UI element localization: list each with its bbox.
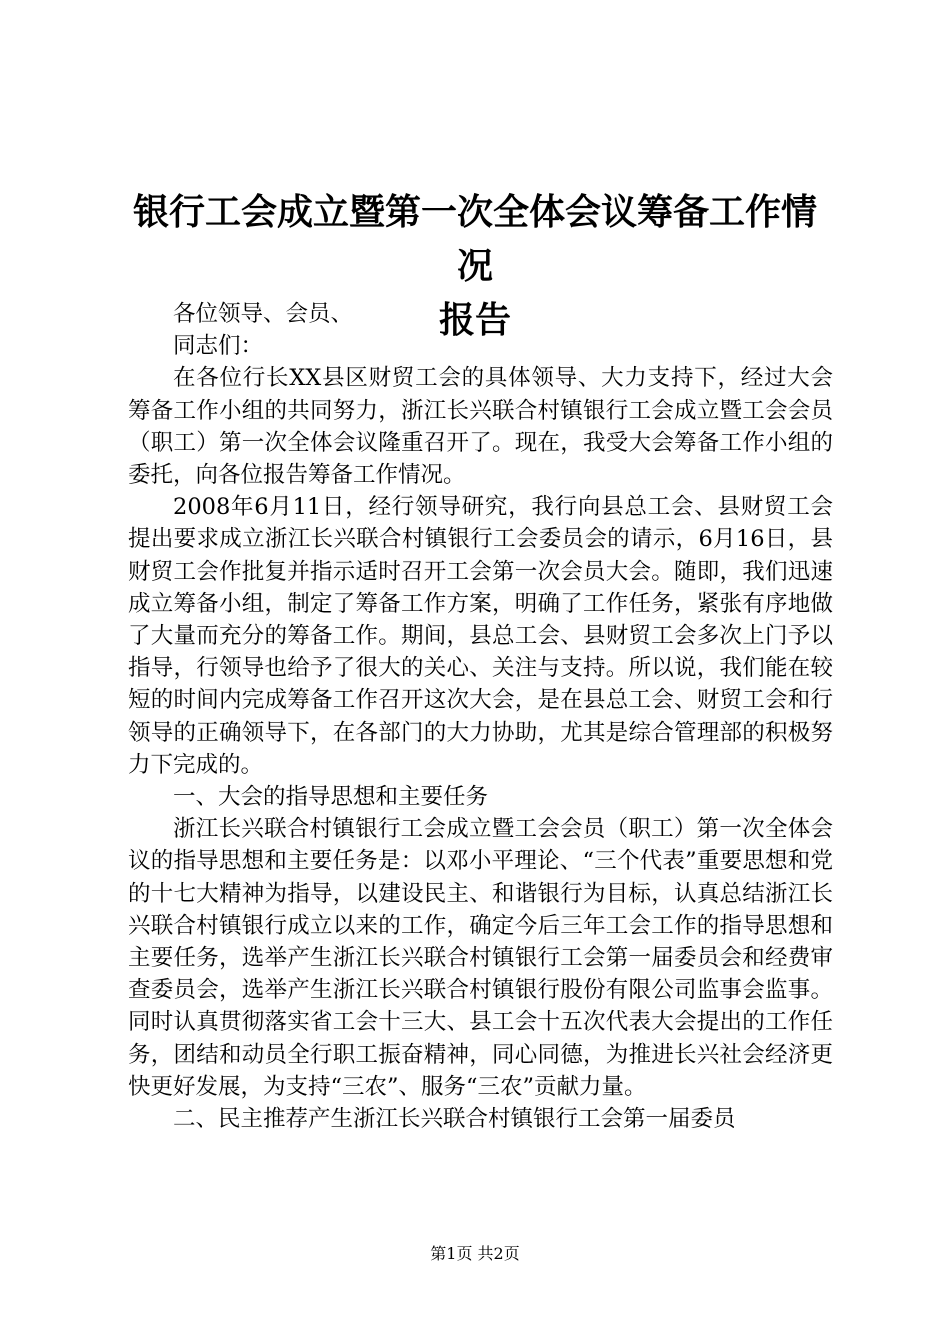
- title-line-1: 银行工会成立暨第一次全体会议筹备工作情况: [132, 192, 817, 287]
- page-number-footer: 第1页 共2页: [430, 1244, 520, 1263]
- paragraph-guiding-ideas: 浙江长兴联合村镇银行工会成立暨工会会员（职工）第一次全体会议的指导思想和主要任务是：以邓小平理论、“三个代表”重要思想和党的十七大精神为指导，以建设民主、和谐银行为目标，认真总结浙江长兴联合村镇银行成立以来的工作，确定今后三年工会工作的指导思想和主要任务，选举产生浙江长兴联合村镇银行工会第一届委员会和经费审查委员会，选举产生浙江长兴联合村镇银行股份有限公司监事会监事。同时认真贯彻落实省工会十三大、县工会十五次代表大会提出的工作任务，团结和动员全行职工振奋精神，同心同德，为推进长兴社会经济更快更好发展，为支持“三农”、服务“三农”贡献力量。: [128, 816, 833, 1100]
- paragraph-preparation: 2008年6月11日，经行领导研究，我行向县总工会、县财贸工会提出要求成立浙江长兴联合村镇银行工会委员会的请示，6月16日，县财贸工会作批复并指示适时召开工会第一次会员大会。随即，我们迅速成立筹备小组，制定了筹备工作方案，明确了工作任务，紧张有序地做了大量而充分的筹备工作。期间，县总工会、县财贸工会多次上门予以指导，行领导也给予了很大的关心、关注与支持。所以说，我们能在较短的时间内完成筹备工作召开这次大会，是在县总工会、财贸工会和行领导的正确领导下，在各部门的大力协助，尤其是综合管理部的积极努力下完成的。: [128, 494, 833, 778]
- document-body: [128, 298, 833, 1135]
- section-heading-2: 二、民主推荐产生浙江长兴联合村镇银行工会第一届委员: [173, 1106, 736, 1133]
- title-line-2: 报告: [438, 300, 511, 341]
- paragraph-intro: 在各位行长XX县区财贸工会的具体领导、大力支持下，经过大会筹备工作小组的共同努力，浙江长兴联合村镇银行工会成立暨工会会员（职工）第一次全体会议隆重召开了。现在，我受大会筹备工作小组的委托，向各位报告筹备工作情况。: [128, 365, 833, 489]
- section-heading-1: 一、大会的指导思想和主要任务: [173, 784, 489, 811]
- salutation-line-2: 同志们：: [173, 333, 264, 360]
- salutation-line-1: 各位领导、会员、: [173, 301, 354, 327]
